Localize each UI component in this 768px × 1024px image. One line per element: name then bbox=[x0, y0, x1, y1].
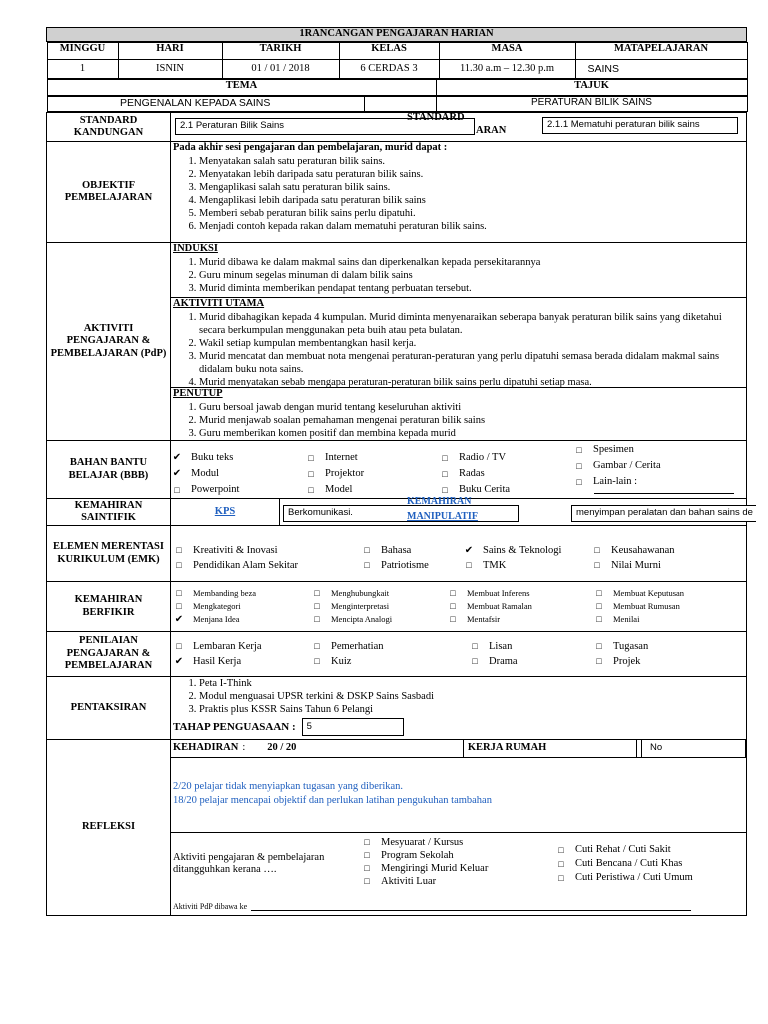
option-label: Mengkategori bbox=[193, 601, 241, 611]
aktiviti-utama-title: AKTIVITI UTAMA bbox=[173, 298, 265, 309]
checkbox-icon[interactable]: □ bbox=[442, 453, 448, 463]
checkmark-icon[interactable]: ✔ bbox=[464, 544, 474, 556]
standard-pembelajaran-label-bottom: ARAN bbox=[476, 125, 507, 136]
checkbox-icon[interactable]: □ bbox=[442, 485, 448, 495]
option-label: Lisan bbox=[489, 641, 513, 652]
checkmark-icon[interactable]: ✔ bbox=[174, 614, 184, 625]
checkbox-option[interactable] bbox=[173, 613, 311, 626]
tema-value-table bbox=[47, 96, 748, 112]
option-label: Buku Cerita bbox=[459, 484, 511, 495]
checkbox-icon[interactable]: □ bbox=[596, 656, 602, 666]
checkbox-option[interactable] bbox=[447, 587, 593, 600]
tangguh-reasons-a bbox=[361, 836, 488, 888]
checkbox-icon[interactable]: □ bbox=[176, 544, 182, 555]
bbb-label: BAHAN BANTU BELAJAR (BBB) bbox=[47, 441, 171, 499]
checkbox-icon[interactable]: □ bbox=[364, 837, 370, 847]
checkbox-option[interactable] bbox=[171, 482, 305, 498]
penilaian-label: PENILAIAN PENGAJARAN & PEMBELAJARAN bbox=[47, 632, 171, 677]
checkmark-icon[interactable]: ✔ bbox=[172, 452, 182, 463]
checkbox-option[interactable] bbox=[447, 600, 593, 613]
hari-value: ISNIN bbox=[118, 60, 222, 79]
aktiviti-utama-list bbox=[173, 311, 744, 389]
checkbox-icon[interactable]: □ bbox=[450, 601, 456, 611]
penilaian-options bbox=[173, 639, 744, 669]
standard-kandungan-label: STANDARD KANDUNGAN bbox=[47, 113, 171, 142]
induksi-item: 3. Murid diminta memberikan pendapat tentang perbuatan tersebut. bbox=[199, 282, 744, 295]
tema-label: TEMA bbox=[47, 80, 436, 96]
checkbox-option[interactable] bbox=[591, 543, 741, 558]
checkbox-icon[interactable]: □ bbox=[442, 469, 448, 479]
option-label: Program Sekolah bbox=[381, 850, 454, 861]
option-label: Projektor bbox=[325, 468, 365, 479]
induksi-title: INDUKSI bbox=[173, 243, 218, 254]
standard-pembelajaran-label-top: STANDARD bbox=[407, 112, 465, 123]
kerja-rumah-label: KERJA RUMAH bbox=[467, 742, 547, 754]
option-label: Menjana Idea bbox=[193, 614, 240, 624]
bbb-col bbox=[305, 441, 439, 498]
objektif-item: 6. Menjadi contoh kepada rakan dalam mematuhi peraturan bilik sains. bbox=[199, 220, 744, 233]
tangguh-text: Aktiviti pengajaran & pembelajaran ditangguhkan kerana …. bbox=[173, 852, 325, 875]
kbat-options bbox=[173, 587, 744, 626]
checkbox-option[interactable] bbox=[173, 654, 311, 669]
option-label: Mentafsir bbox=[467, 614, 501, 624]
option-label: Bahasa bbox=[381, 544, 412, 556]
checkbox-option[interactable] bbox=[311, 613, 447, 626]
option-label: Tugasan bbox=[613, 641, 649, 652]
penutup-title: PENUTUP bbox=[173, 388, 223, 399]
option-label: Powerpoint bbox=[191, 484, 240, 495]
checkbox-icon[interactable]: □ bbox=[314, 601, 320, 611]
checkbox-option[interactable] bbox=[361, 836, 488, 849]
checkbox-icon[interactable]: □ bbox=[596, 614, 602, 624]
hari-label: HARI bbox=[118, 43, 222, 60]
checkbox-option[interactable] bbox=[591, 558, 741, 573]
tangguh-reasons-b bbox=[555, 843, 693, 885]
checkbox-option[interactable] bbox=[593, 654, 743, 669]
option-label: Menghubungkait bbox=[331, 588, 390, 598]
kemahiran-saintifik-label: KEMAHIRAN SAINTIFIK bbox=[47, 499, 171, 526]
checkbox-icon[interactable]: □ bbox=[596, 601, 602, 611]
checkbox-icon[interactable]: □ bbox=[364, 544, 370, 555]
checkbox-icon[interactable]: □ bbox=[450, 614, 456, 624]
emk-label: ELEMEN MERENTASI KURIKULUM (EMK) bbox=[47, 526, 171, 582]
checkbox-option[interactable] bbox=[573, 442, 743, 458]
tahap-penguasaan-label: TAHAP PENGUASAAN : bbox=[173, 720, 296, 733]
option-label: Modul bbox=[191, 468, 220, 479]
checkbox-icon[interactable]: □ bbox=[450, 588, 456, 598]
kehadiran-separator: : bbox=[242, 742, 246, 754]
tarikh-value: 01 / 01 / 2018 bbox=[222, 60, 339, 79]
kps-link[interactable]: KPS bbox=[214, 505, 236, 517]
option-label: Radas bbox=[459, 468, 485, 479]
option-label: Membuat Inferens bbox=[467, 588, 530, 598]
checkbox-icon[interactable]: □ bbox=[308, 453, 314, 463]
kehadiran-value: 20 / 20 bbox=[267, 742, 297, 754]
checkbox-option[interactable] bbox=[593, 587, 743, 600]
option-label: Gambar / Cerita bbox=[593, 460, 661, 471]
objektif-item: 4. Mengaplikasi lebih daripada satu peraturan bilik sains bbox=[199, 194, 744, 207]
tarikh-label: TARIKH bbox=[222, 43, 339, 60]
objektif-intro: Pada akhir sesi pengajaran dan pembelajaran, murid dapat : bbox=[173, 142, 448, 153]
dibawa-ke-label: Aktiviti PdP dibawa ke bbox=[173, 901, 248, 911]
checkbox-option[interactable] bbox=[361, 862, 488, 875]
checkbox-option[interactable] bbox=[573, 458, 743, 474]
option-label: Lembaran Kerja bbox=[193, 641, 262, 652]
header-table bbox=[47, 42, 748, 79]
emk-options bbox=[173, 535, 744, 573]
aktiviti-utama-item: 2. Wakil setiap kumpulan membentangkan hasil kerja. bbox=[199, 337, 744, 350]
checkbox-option[interactable] bbox=[573, 474, 743, 490]
checkbox-icon[interactable]: □ bbox=[314, 588, 320, 598]
checkbox-option[interactable] bbox=[361, 558, 463, 573]
checkbox-icon[interactable]: □ bbox=[594, 544, 600, 555]
kemahiran-manipulatif-label-top: KEMAHIRAN bbox=[407, 496, 472, 507]
induksi-list bbox=[173, 256, 744, 295]
kehadiran-label: KEHADIRAN bbox=[173, 742, 239, 754]
checkbox-option[interactable] bbox=[305, 466, 439, 482]
checkbox-icon[interactable]: □ bbox=[176, 641, 182, 651]
option-label: Patriotisme bbox=[381, 559, 429, 571]
refleksi-label: REFLEKSI bbox=[47, 740, 171, 916]
option-label: Hasil Kerja bbox=[193, 656, 242, 667]
refleksi-note: 2/20 pelajar tidak menyiapkan tugasan yang diberikan. bbox=[173, 781, 404, 792]
induksi-item: 2. Guru minum segelas minuman di dalam bilik sains bbox=[199, 269, 744, 282]
checkmark-icon[interactable]: ✔ bbox=[174, 656, 184, 667]
checkbox-option[interactable] bbox=[593, 600, 743, 613]
kemahiran-manipulatif-label-bottom[interactable]: MANIPULATIF bbox=[407, 511, 478, 522]
standard-pembelajaran-value: 2.1.1 Mematuhi peraturan bilik sains bbox=[542, 117, 738, 134]
checkbox-option[interactable] bbox=[555, 857, 693, 871]
kps-value: Berkomunikasi. bbox=[283, 505, 519, 522]
objektif-item: 5. Memberi sebab peraturan bilik sains perlu dipatuhi. bbox=[199, 207, 744, 220]
option-label: TMK bbox=[483, 559, 507, 571]
tahap-penguasaan-value: 5 bbox=[302, 718, 404, 736]
penutup-item: 3. Guru memberikan komen positif dan membina kepada murid bbox=[199, 427, 744, 440]
aktiviti-utama-item: 4. Murid menyatakan sebab mengapa peraturan-peraturan bilik sains perlu dipatuhi setiap masa. bbox=[199, 376, 744, 389]
checkbox-option[interactable] bbox=[555, 871, 693, 885]
bbb-col bbox=[573, 441, 743, 498]
checkbox-option[interactable] bbox=[463, 543, 591, 558]
checkbox-icon[interactable]: □ bbox=[594, 559, 600, 570]
bbb-col bbox=[171, 441, 305, 498]
checkbox-option[interactable] bbox=[439, 466, 573, 482]
option-label: Mencipta Analogi bbox=[331, 614, 393, 624]
checkbox-icon[interactable]: □ bbox=[176, 588, 182, 598]
mapel-label: MATAPELAJARAN bbox=[575, 43, 747, 60]
objektif-item: 3. Mengaplikasi salah satu peraturan bilik sains. bbox=[199, 181, 744, 194]
option-label: Drama bbox=[489, 656, 518, 667]
checkbox-option[interactable] bbox=[173, 543, 361, 558]
option-label: Keusahawanan bbox=[611, 544, 675, 556]
tajuk-label: TAJUK bbox=[436, 80, 747, 96]
checkbox-icon[interactable]: □ bbox=[472, 656, 478, 666]
checkbox-icon[interactable]: □ bbox=[466, 559, 472, 570]
tema-value: PENGENALAN KEPADA SAINS bbox=[118, 97, 364, 112]
option-label: Membanding beza bbox=[193, 588, 257, 598]
option-label: Internet bbox=[325, 452, 358, 463]
option-label: Pemerhatian bbox=[331, 641, 384, 652]
checkbox-option[interactable] bbox=[555, 843, 693, 857]
mapel-value: SAINS bbox=[575, 60, 747, 79]
option-label: Kuiz bbox=[331, 656, 352, 667]
option-label: Model bbox=[325, 484, 353, 495]
checkmark-icon[interactable]: ✔ bbox=[172, 468, 182, 479]
checkbox-icon[interactable]: □ bbox=[364, 876, 370, 886]
checkbox-option[interactable] bbox=[361, 543, 463, 558]
checkbox-option[interactable] bbox=[463, 558, 591, 573]
option-label: Aktiviti Luar bbox=[381, 876, 437, 887]
pentaksiran-item: 1. Peta I-Think bbox=[199, 677, 744, 690]
option-label: Cuti Peristiwa / Cuti Umum bbox=[575, 872, 693, 883]
kemahiran-manipulatif-value: menyimpan peralatan dan bahan sains de bbox=[571, 505, 756, 522]
checkbox-icon[interactable]: □ bbox=[576, 461, 582, 471]
checkbox-option[interactable] bbox=[171, 466, 305, 482]
checkbox-icon[interactable]: □ bbox=[364, 863, 370, 873]
checkbox-icon[interactable]: □ bbox=[576, 477, 582, 487]
option-label: Radio / TV bbox=[459, 452, 507, 463]
bbb-options bbox=[171, 441, 746, 498]
checkbox-option[interactable] bbox=[361, 849, 488, 862]
penutup-item: 1. Guru bersoal jawab dengan murid tentang keseluruhan aktiviti bbox=[199, 401, 744, 414]
checkbox-option[interactable] bbox=[469, 639, 593, 654]
pentaksiran-list bbox=[173, 677, 744, 716]
checkbox-icon[interactable]: □ bbox=[308, 485, 314, 495]
aktiviti-label: AKTIVITI PENGAJARAN & PEMBELAJARAN (PdP) bbox=[47, 243, 171, 441]
checkbox-icon[interactable]: □ bbox=[174, 485, 180, 495]
kelas-label: KELAS bbox=[339, 43, 439, 60]
option-label: Membuat Ramalan bbox=[467, 601, 532, 611]
option-label: Mengiringi Murid Keluar bbox=[381, 863, 489, 874]
objektif-item: 2. Menyatakan lebih daripada satu peraturan bilik sains. bbox=[199, 168, 744, 181]
pentaksiran-item: 3. Praktis plus KSSR Sains Tahun 6 Pelangi bbox=[199, 703, 744, 716]
dibawa-ke-line bbox=[251, 910, 691, 911]
standard-kandungan-value: 2.1 Peraturan Bilik Sains bbox=[175, 118, 475, 135]
kelas-value: 6 CERDAS 3 bbox=[339, 60, 439, 79]
checkbox-icon[interactable]: □ bbox=[176, 559, 182, 570]
pentaksiran-label: PENTAKSIRAN bbox=[47, 677, 171, 740]
checkbox-option[interactable] bbox=[439, 450, 573, 466]
minggu-value: 1 bbox=[47, 60, 118, 79]
checkbox-icon[interactable]: □ bbox=[364, 850, 370, 860]
option-label: Kreativiti & Inovasi bbox=[193, 544, 278, 556]
tajuk-value: PERATURAN BILIK SAINS bbox=[436, 97, 747, 112]
checkbox-option[interactable] bbox=[311, 639, 469, 654]
checkbox-icon[interactable]: □ bbox=[364, 559, 370, 570]
option-label: Menginterpretasi bbox=[331, 601, 390, 611]
lesson-plan-sheet bbox=[46, 27, 753, 911]
option-label: Cuti Rehat / Cuti Sakit bbox=[575, 844, 671, 855]
masa-value: 11.30 a.m – 12.30 p.m bbox=[439, 60, 575, 79]
masa-label: MASA bbox=[439, 43, 575, 60]
option-label: Buku teks bbox=[191, 452, 234, 463]
checkbox-option[interactable] bbox=[173, 587, 311, 600]
checkbox-option[interactable] bbox=[361, 875, 488, 888]
checkbox-option[interactable] bbox=[173, 639, 311, 654]
checkbox-icon[interactable]: □ bbox=[558, 845, 564, 855]
checkbox-option[interactable] bbox=[311, 587, 447, 600]
option-label: Menilai bbox=[613, 614, 640, 624]
penutup-list bbox=[173, 401, 744, 440]
option-label: Membuat Rumusan bbox=[613, 601, 680, 611]
checkbox-icon[interactable]: □ bbox=[176, 601, 182, 611]
option-label: Mesyuarat / Kursus bbox=[381, 837, 464, 848]
checkbox-option[interactable] bbox=[305, 450, 439, 466]
page-title: 1RANCANGAN PENGAJARAN HARIAN bbox=[47, 28, 747, 42]
checkbox-option[interactable] bbox=[593, 613, 743, 626]
checkbox-option[interactable] bbox=[311, 600, 447, 613]
induksi-item: 1. Murid dibawa ke dalam makmal sains dan diperkenalkan kepada persekitarannya bbox=[199, 256, 744, 269]
checkbox-icon[interactable]: □ bbox=[576, 445, 582, 455]
lesson-plan-table bbox=[46, 27, 753, 916]
option-label: Cuti Bencana / Cuti Khas bbox=[575, 858, 683, 869]
tema-table bbox=[47, 79, 748, 96]
checkbox-option[interactable] bbox=[171, 450, 305, 466]
minggu-label: MINGGU bbox=[47, 43, 118, 60]
bbb-col bbox=[439, 441, 573, 498]
checkbox-icon[interactable]: □ bbox=[314, 641, 320, 651]
kerja-rumah-value: No bbox=[650, 742, 663, 754]
option-label: Spesimen bbox=[593, 444, 634, 455]
objektif-list bbox=[173, 155, 744, 233]
checkbox-icon[interactable]: □ bbox=[472, 641, 478, 651]
objektif-item: 1. Menyatakan salah satu peraturan bilik sains. bbox=[199, 155, 744, 168]
option-label: Projek bbox=[613, 656, 641, 667]
checkbox-icon[interactable]: □ bbox=[558, 859, 564, 869]
option-label: Lain-lain : bbox=[593, 476, 638, 487]
checkbox-icon[interactable]: □ bbox=[314, 656, 320, 666]
checkbox-option[interactable] bbox=[447, 613, 593, 626]
option-label: Membuat Keputusan bbox=[613, 588, 685, 598]
penutup-item: 2. Murid menjawab soalan pemahaman mengenai peraturan bilik sains bbox=[199, 414, 744, 427]
checkbox-option[interactable] bbox=[593, 639, 743, 654]
bbb-lain-line bbox=[594, 493, 734, 494]
checkbox-option[interactable] bbox=[469, 654, 593, 669]
aktiviti-utama-item: 1. Murid dibahagikan kepada 4 kumpulan. Murid diminta menyenaraikan seberapa banyak peraturan bilik sains yang diketahui secara berkumpulan menggunakan peta buih atau peta bulatan. bbox=[199, 311, 744, 337]
checkbox-option[interactable] bbox=[173, 558, 361, 573]
pentaksiran-item: 2. Modul menguasai UPSR terkini & DSKP Sains Sasbadi bbox=[199, 690, 744, 703]
option-label: Nilai Murni bbox=[611, 559, 661, 571]
kbat-label: KEMAHIRAN BERFIKIR bbox=[47, 582, 171, 632]
aktiviti-utama-item: 3. Murid mencatat dan membuat nota mengenai peraturan-peraturan yang perlu dipatuhi semasa berada didalam makmal sains didalam buku nota sains. bbox=[199, 350, 744, 376]
checkbox-icon[interactable]: □ bbox=[596, 588, 602, 598]
checkbox-icon[interactable]: □ bbox=[314, 614, 320, 624]
checkbox-icon[interactable]: □ bbox=[596, 641, 602, 651]
objektif-label: OBJEKTIF PEMBELAJARAN bbox=[47, 142, 171, 243]
checkbox-icon[interactable]: □ bbox=[308, 469, 314, 479]
option-label: Pendidikan Alam Sekitar bbox=[193, 559, 298, 571]
checkbox-option[interactable] bbox=[311, 654, 469, 669]
checkbox-icon[interactable]: □ bbox=[558, 873, 564, 883]
option-label: Sains & Teknologi bbox=[483, 544, 562, 556]
checkbox-option[interactable] bbox=[173, 600, 311, 613]
refleksi-note: 18/20 pelajar mencapai objektif dan perlukan latihan pengukuhan tambahan bbox=[173, 795, 492, 806]
